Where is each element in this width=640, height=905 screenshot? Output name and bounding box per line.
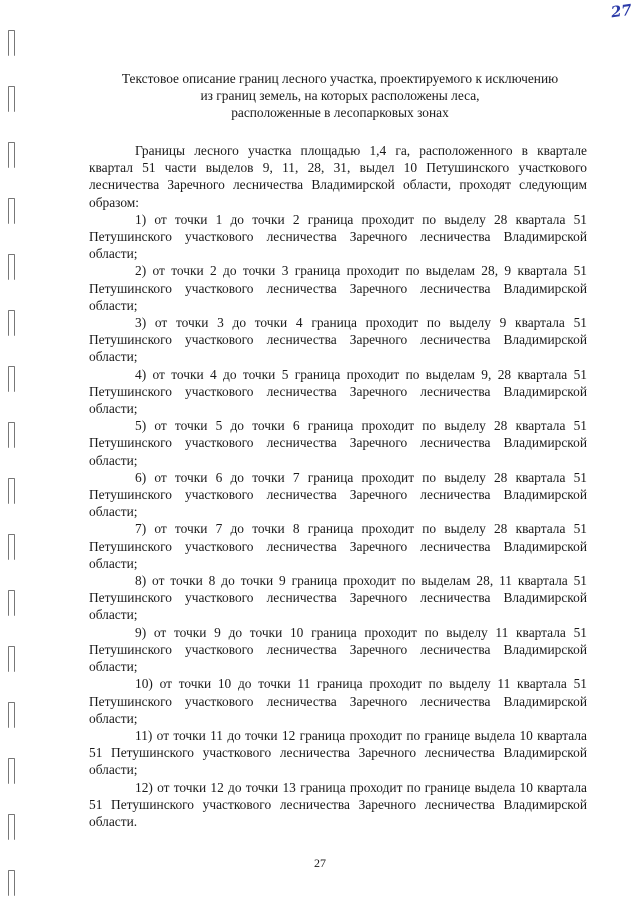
boundary-item: 4) от точки 4 до точки 5 граница проходит по выделам 9, 28 квартала 51 Петушинского участкового лесничества Заречного лесничества Владимирской области; xyxy=(89,366,587,417)
binding-hole xyxy=(8,198,15,224)
boundary-item: 9) от точки 9 до точки 10 граница проходит по выделу 11 квартала 51 Петушинского участкового лесничества Заречного лесничества Владимирской области; xyxy=(89,624,587,675)
page-number: 27 xyxy=(314,856,326,870)
binding-hole xyxy=(8,702,15,728)
binding-hole xyxy=(8,254,15,280)
boundary-item: 11) от точки 11 до точки 12 граница проходит по границе выдела 10 квартала 51 Петушинского участкового лесничества Заречного лесничества Владимирской области; xyxy=(89,727,587,778)
binding-hole xyxy=(8,870,15,896)
boundary-item: 5) от точки 5 до точки 6 граница проходит по выделу 28 квартала 51 Петушинского участкового лесничества Заречного лесничества Владимирской области; xyxy=(89,418,587,468)
binding-hole xyxy=(8,366,15,392)
boundary-item: 3) от точки 3 до точки 4 граница проходит по выделу 9 квартала 51 Петушинского участкового лесничества Заречного лесничества Владимирской области; xyxy=(89,315,587,365)
boundary-item: 12) от точки 12 до точки 13 граница проходит по границе выдела 10 квартала 51 Петушинского участкового лесничества Заречного лесничества Владимирской области. xyxy=(89,779,587,829)
document-body xyxy=(89,142,587,830)
boundary-item: 6) от точки 6 до точки 7 граница проходит по выделу 28 квартала 51 Петушинского участкового лесничества Заречного лесничества Владимирской области; xyxy=(89,469,587,520)
binding-hole xyxy=(8,142,15,168)
title-line: Текстовое описание границ лесного участка, проектируемого к исключению xyxy=(121,71,559,86)
intro-paragraph: Границы лесного участка площадью 1,4 га, расположенного в квартале квартал 51 части выделов 9, 11, 28, 31, выдел 10 Петушинского участкового лесничества Заречного лесничества Владимирской области, проходят следующим образом: xyxy=(89,143,587,210)
document-title xyxy=(80,70,600,121)
title-line: расположенные в лесопарковых зонах xyxy=(231,105,449,120)
binding-hole xyxy=(8,86,15,112)
binding-hole xyxy=(8,814,15,840)
binding-holes xyxy=(6,30,20,900)
binding-hole xyxy=(8,534,15,560)
binding-hole xyxy=(8,30,15,56)
binding-hole xyxy=(8,590,15,616)
binding-hole xyxy=(8,478,15,504)
boundary-item: 7) от точки 7 до точки 8 граница проходит по выделу 28 квартала 51 Петушинского участкового лесничества Заречного лесничества Владимирской области; xyxy=(89,521,587,571)
title-line: из границ земель, на которых расположены леса, xyxy=(200,88,480,103)
binding-hole xyxy=(8,310,15,336)
binding-hole xyxy=(8,646,15,672)
boundary-item: 10) от точки 10 до точки 11 граница проходит по выделу 11 квартала 51 Петушинского участкового лесничества Заречного лесничества Владимирской области; xyxy=(89,676,587,726)
boundary-item: 2) от точки 2 до точки 3 граница проходит по выделам 28, 9 квартала 51 Петушинского участкового лесничества Заречного лесничества Владимирской области; xyxy=(89,263,587,313)
binding-hole xyxy=(8,422,15,448)
boundary-item: 8) от точки 8 до точки 9 граница проходит по выделам 28, 11 квартала 51 Петушинского участкового лесничества Заречного лесничества Владимирской области; xyxy=(89,573,587,623)
boundary-item: 1) от точки 1 до точки 2 граница проходит по выделу 28 квартала 51 Петушинского участкового лесничества Заречного лесничества Владимирской области; xyxy=(89,211,587,262)
handwritten-sheet-number: 27 xyxy=(609,0,634,22)
binding-hole xyxy=(8,758,15,784)
